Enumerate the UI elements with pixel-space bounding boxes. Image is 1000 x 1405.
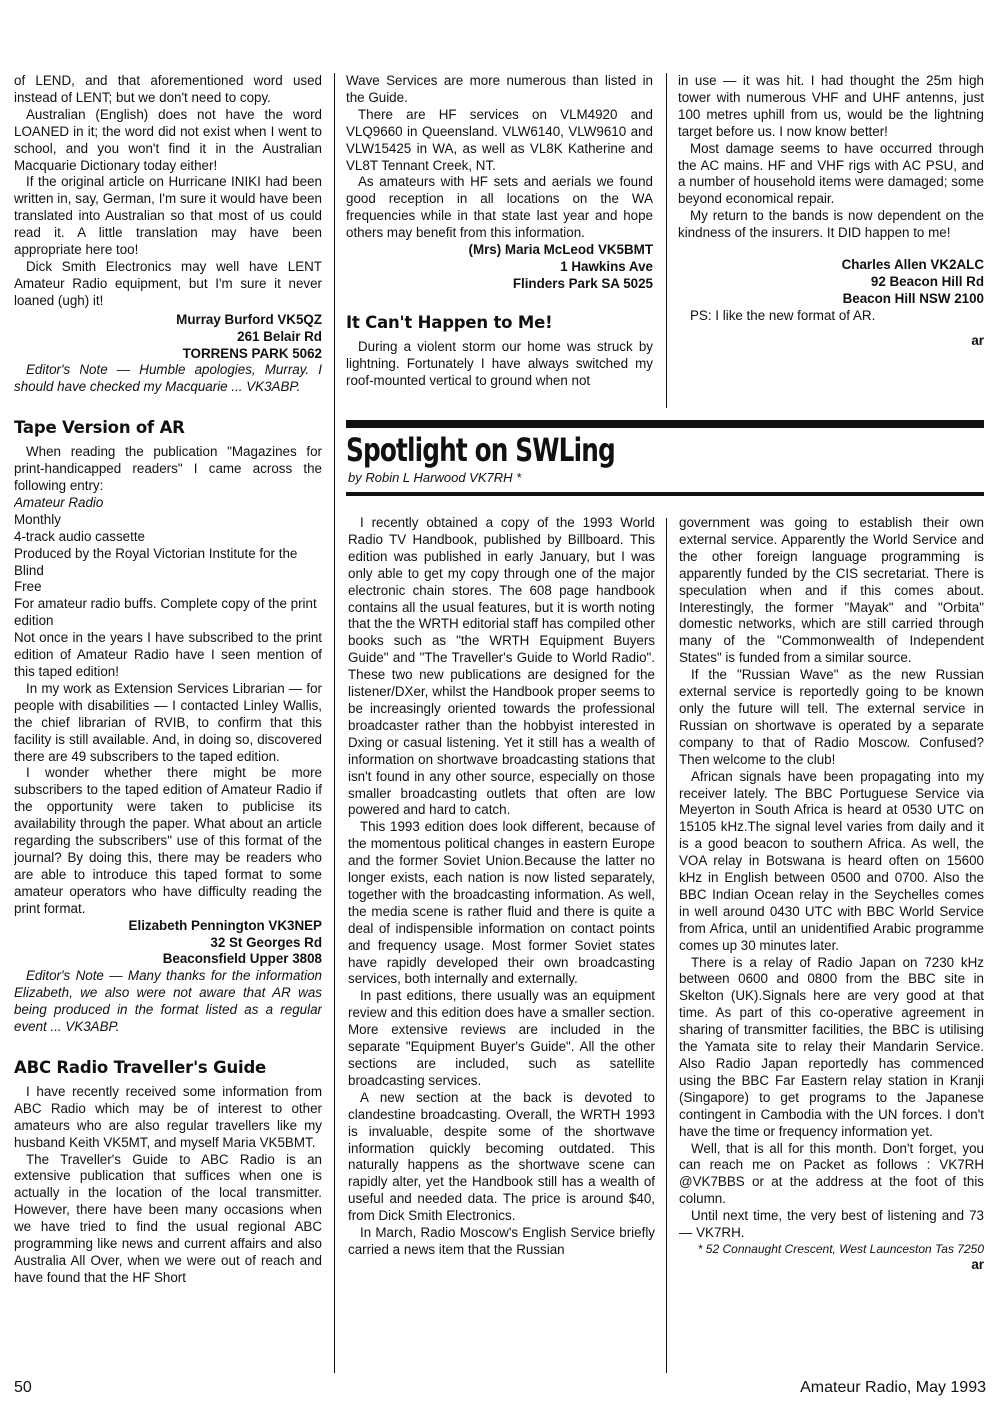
signature-block: (Mrs) Maria McLeod VK5BMT 1 Hawkins Ave Flinders Park SA 5025 — [468, 242, 653, 291]
entry-line: 4-track audio cassette — [14, 528, 145, 544]
letter-paragraph: Not once in the years I have subscribed to the print edition of Amateur Radio have I seen mention of this taped edition! — [14, 630, 322, 679]
letter-paragraph: Most damage seems to have occurred through the AC mains. HF and VHF rigs with AC PSU, and a number of household items were damaged; some beyond economical repair. — [678, 140, 984, 207]
article-paragraph: I recently obtained a copy of the 1993 World Radio TV Handbook, published by Billboard. This edition was published in early January, but I was only able to get my copy through one of the major electronic chain stores. The 608 page handbook contains all the usual features, but it is worth noting that the the WRTH editorial staff has compiled other books such as "the WRTH Equipment Buyers Guide" and "The Traveller's Guide to World Radio". These two new publications are designed for the listener/DXer, whilst the Handbook proper seems to be increasingly oriented towards the professional broadcaster rather than the hobbyist interested in Dxing or casual listening. Yet it still has a wealth of information on shortwave broadcasting stations that isn't found in any other source, especially on those smaller broadcasting outlets that often are low powered and hard to catch. — [348, 515, 655, 818]
article-paragraph: This 1993 edition does look different, because of the momentous political changes in eastern Europe and the former Soviet Union.Because the latter no longer exists, each nation is now listed separately, together with the broadcasting information. As well, the media scene is rather fluid and there is quite a deal of indispensible information on contact points and frequency usage. Most former Soviet states have rapidly developed their own broadcasting services, both internally and externally. — [348, 819, 655, 987]
article-paragraph: In March, Radio Moscow's English Service briefly carried a news item that the Russian — [348, 1225, 655, 1257]
letter-paragraph: In my work as Extension Services Librarian — for people with disabilities — I contacted Linley Wallis, the chief librarian of RVIB, to confirm that this facility is still available. And, in doing so, discovered there are 49 subscribers to the taped edition. — [14, 680, 322, 764]
signature-block: Charles Allen VK2ALC 92 Beacon Hill Rd Beacon Hill NSW 2100 — [841, 257, 984, 306]
column-3-top — [678, 73, 984, 393]
article-paragraph: In past editions, there usually was an equipment review and this edition does have a smaller section. More extensive reviews are included in the separate "Equipment Buyer's Guide". All the other sections are included, such as satellite broadcasting services. — [348, 988, 655, 1088]
entry-line: Free — [14, 579, 42, 595]
spotlight-column-b — [679, 515, 984, 1375]
spotlight-title: Spotlight on SWLing — [346, 431, 615, 469]
letter-paragraph: of LEND, and that aforementioned word used instead of LENT; but we don't need to copy. — [14, 73, 322, 105]
letter-paragraph: The Traveller's Guide to ABC Radio is an extensive publication that suffices when one is actually in the location of the local transmitter. However, there have been many occasions when we have tried to find the usual regional ABC programming like news and current affairs and also Australia All Over, when we were out of reach and have found that the HF Short — [14, 1151, 322, 1285]
entry-line: For amateur radio buffs. Complete copy of the print edition — [14, 596, 317, 629]
postscript: PS: I like the new format of AR. — [690, 307, 876, 323]
editor-note: Editor's Note — Many thanks for the information Elizabeth, we also were not aware that AR was being produced in the format listed as a regular event ... VK3ABP. — [14, 968, 322, 1035]
article-paragraph: government was going to establish their own external service. Apparently the World Service and the other foreign language programming is apparently funded by the CIS secretariat. There is speculation when and if this comes about. Interestingly, the former "Mayak" and "Orbita" domestic networks, which are still carried through many of the "Commonwealth of Independent States" is funded from a similar source. — [679, 515, 984, 666]
article-paragraph: Well, that is all for this month. Don't forget, you can reach me on Packet as follows : VK7RH @VK7BBS or at the address at the foot of this column. — [679, 1140, 984, 1207]
column-divider — [334, 73, 335, 1373]
magazine-issue: Amateur Radio, May 1993 — [800, 1379, 986, 1396]
signature-block: Murray Burford VK5QZ 261 Belair Rd TORRENS PARK 5062 — [176, 311, 322, 361]
column-2-top — [346, 73, 653, 393]
author-address-footnote: * 52 Connaught Crescent, West Launceston Tas 7250 — [697, 1241, 984, 1256]
section-rule-top — [346, 420, 984, 428]
heading-cant-happen: It Can't Happen to Me! — [346, 312, 553, 332]
column-1 — [14, 73, 322, 1363]
letter-paragraph: During a violent storm our home was struck by lightning. Fortunately I have always switched my roof-mounted vertical to ground when not — [346, 338, 653, 388]
heading-tape-version: Tape Version of AR — [14, 418, 185, 438]
letter-paragraph: If the original article on Hurricane INIKI had been written in, say, German, I'm sure it would have been translated into Australian so that most of us could read it. A little translation may have been appropriate here too! — [14, 174, 322, 258]
entry-line: Produced by the Royal Victorian Institute for the Blind — [14, 545, 298, 578]
letter-paragraph: Australian (English) does not have the word LOANED in it; the word did not exist when I went to school, and you won't find it in the Australian Macquarie Dictionary today either! — [14, 106, 322, 173]
letter-paragraph: Dick Smith Electronics may well have LENT Amateur Radio equipment, but I'm sure it never loaned (ugh) it! — [14, 258, 322, 308]
article-paragraph: Until next time, the very best of listening and 73 — VK7RH. — [679, 1208, 984, 1241]
end-mark: ar — [971, 1256, 984, 1272]
editor-note: Editor's Note — Humble apologies, Murray. I should have checked my Macquarie ... VK3ABP. — [14, 362, 322, 395]
section-rule-bottom — [346, 492, 984, 496]
page-number: 50 — [14, 1379, 32, 1396]
heading-abc-radio: ABC Radio Traveller's Guide — [14, 1057, 267, 1077]
article-paragraph: There is a relay of Radio Japan on 7230 kHz between 0600 and 0800 from the BBC site in Skelton (UK).Signals here are very good at that time. As part of this co-operative agreement in sharing of transmitter facilities, the BBC is utilising the Yamata site to relay their Mandarin Service. Also Radio Japan reportedly has commenced using the BBC Far Eastern relay station in Kranji (Singapore) to get programs to the Japanese contingent in Cambodia with the UN forces. I don't have the time or frequency information yet. — [679, 954, 984, 1139]
signature-block: Elizabeth Pennington VK3NEP 32 St Georges Rd Beaconsfield Upper 3808 — [128, 917, 322, 967]
letter-paragraph: There are HF services on VLM4920 and VLQ9660 in Queensland. VLW6140, VLW9610 and VLW15425 in WA, as well as VL8K Katherine and VL8T Tennant Creek, NT. — [346, 106, 653, 173]
entry-title: Amateur Radio — [14, 494, 104, 510]
letter-paragraph: I have recently received some information from ABC Radio which may be of interest to other amateurs who are also regular travellers like my husband Keith VK5MT, and myself Maria VK5BMT. — [14, 1083, 322, 1150]
column-divider — [666, 518, 667, 1373]
end-mark: ar — [971, 332, 984, 348]
article-paragraph: A new section at the back is devoted to clandestine broadcasting. Overall, the WRTH 1993 is invaluable, despite some of the shortwave information quickly becoming outdated. This naturally happens as the shortwave scene can rapidly alter, yet the Handbook still has a wealth of useful and needed data. The price is around $40, from Dick Smith Electronics. — [348, 1089, 655, 1224]
letter-paragraph: I wonder whether there might be more subscribers to the taped edition of Amateur Radio if the opportunity were taken to publicise its availability through the paper. What about an article regarding the subscribers" use of this format of the journal? By doing this, there may be readers who are able to introduce this taped format to some amateur operators who have difficulty reading the print format. — [14, 765, 322, 916]
article-paragraph: African signals have been propagating into my receiver lately. The BBC Portuguese Service via Meyerton in South Africa is heard at 0530 UTC on 15105 kHz.The signal level varies from daily and it is a good beacon to southern Africa. As well, the VOA relay in Botswana is heard often on 15600 kHz in English between 0500 and 0700. Also the BBC Indian Ocean relay in the Seychelles comes in well around 0430 UTC with BBC World Service from Africa, until an unidentified Arabic programme comes up 30 minutes later. — [679, 768, 984, 953]
article-paragraph: If the "Russian Wave" as the new Russian external service is reportedly going to be known only the future will tell. The external service in Russian on shortwave is operated by a separate company to that of Radio Moscow. Confused? Then welcome to the club! — [679, 667, 984, 767]
spotlight-byline: by Robin L Harwood VK7RH * — [348, 470, 522, 485]
entry-line: Monthly — [14, 511, 61, 527]
column-divider — [666, 73, 667, 408]
letter-paragraph: Wave Services are more numerous than listed in the Guide. — [346, 73, 653, 105]
letter-paragraph: in use — it was hit. I had thought the 25m high tower with numerous VHF and UHF antenns, just 100 metres uphill from us, would be the lightning target before us. I now know better! — [678, 73, 984, 139]
letter-paragraph: When reading the publication "Magazines for print-handicapped readers" I came across the following entry: — [14, 444, 322, 494]
letter-paragraph: As amateurs with HF sets and aerials we found good reception in all locations on the WA frequencies while in that state last year and hope others may benefit from this information. — [346, 174, 653, 241]
spotlight-column-a — [348, 515, 655, 1365]
letter-paragraph: My return to the bands is now dependent on the kindness of the insurers. It DID happen to me! — [678, 208, 984, 241]
